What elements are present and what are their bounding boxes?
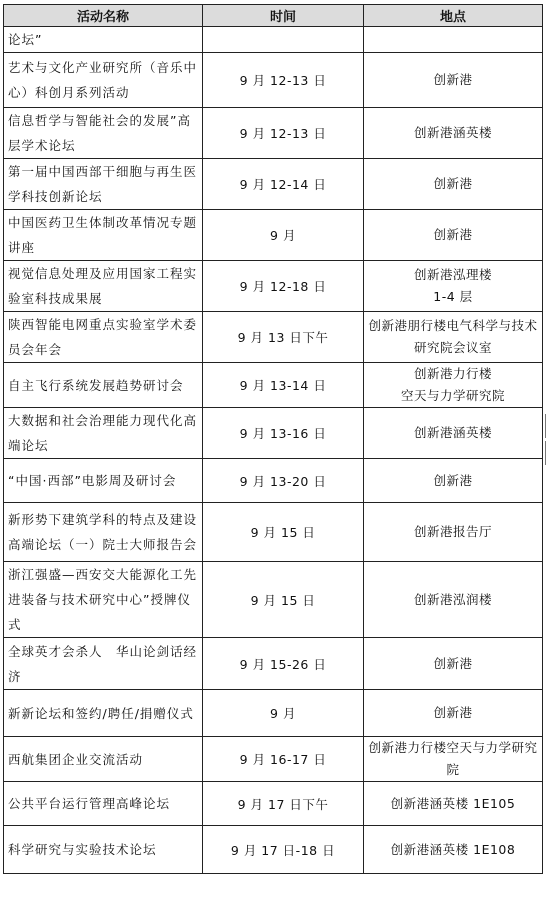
table-header-row: [4, 5, 543, 27]
table-row: [4, 363, 543, 408]
header-time: 时间: [203, 5, 364, 27]
activity-name-cell: 浙江强盛—西安交大能源化工先进装备与技术研究中心”授牌仪式: [4, 562, 203, 638]
table-row: [4, 826, 543, 874]
location-cell: 创新港涵英楼: [364, 408, 543, 459]
page-edge-mark: [545, 414, 546, 438]
location-cell: 创新港泓润楼: [364, 562, 543, 638]
activity-name-cell: 陕西智能电网重点实验室学术委员会年会: [4, 312, 203, 363]
location-cell: 创新港: [364, 159, 543, 210]
time-cell: 9 月 17 日下午: [203, 782, 364, 826]
header-location: 地点: [364, 5, 543, 27]
location-cell: 创新港报告厅: [364, 503, 543, 562]
table-row: [4, 27, 543, 53]
location-cell: 创新港朋行楼电气科学与技术研究院会议室: [364, 312, 543, 363]
time-cell: 9 月 13 日下午: [203, 312, 364, 363]
table-row: [4, 690, 543, 737]
location-cell: 创新港涵英楼 1E105: [364, 782, 543, 826]
activity-name-cell: 大数据和社会治理能力现代化高端论坛: [4, 408, 203, 459]
time-cell: 9 月 12-18 日: [203, 261, 364, 312]
time-cell: 9 月 13-20 日: [203, 459, 364, 503]
table-row: [4, 562, 543, 638]
time-cell: 9 月 12-14 日: [203, 159, 364, 210]
time-cell: 9 月: [203, 690, 364, 737]
table-body: [4, 27, 543, 874]
activity-name-cell: 视觉信息处理及应用国家工程实验室科技成果展: [4, 261, 203, 312]
time-cell: 9 月 12-13 日: [203, 108, 364, 159]
location-cell: 创新港泓理楼 1-4 层: [364, 261, 543, 312]
activity-name-cell: 西航集团企业交流活动: [4, 737, 203, 782]
activity-name-cell: 公共平台运行管理高峰论坛: [4, 782, 203, 826]
table-row: [4, 53, 543, 108]
time-cell: 9 月 17 日-18 日: [203, 826, 364, 874]
time-cell: 9 月: [203, 210, 364, 261]
time-cell: 9 月 15 日: [203, 562, 364, 638]
location-cell: 创新港涵英楼: [364, 108, 543, 159]
location-cell: 创新港: [364, 53, 543, 108]
table-row: [4, 108, 543, 159]
table-row: [4, 459, 543, 503]
table-row: [4, 261, 543, 312]
table-row: [4, 408, 543, 459]
location-cell: 创新港涵英楼 1E108: [364, 826, 543, 874]
activity-name-cell: 中国医药卫生体制改革情况专题讲座: [4, 210, 203, 261]
location-cell: 创新港: [364, 459, 543, 503]
activity-name-cell: “中国·西部”电影周及研讨会: [4, 459, 203, 503]
time-cell: 9 月 16-17 日: [203, 737, 364, 782]
table-row: [4, 312, 543, 363]
table-row: [4, 782, 543, 826]
activity-name-cell: 信息哲学与智能社会的发展”高层学术论坛: [4, 108, 203, 159]
location-cell: 创新港力行楼空天与力学研究院: [364, 737, 543, 782]
activity-name-cell: 第一届中国西部干细胞与再生医学科技创新论坛: [4, 159, 203, 210]
table-row: [4, 159, 543, 210]
activity-name-cell: 新新论坛和签约/聘任/捐赠仪式: [4, 690, 203, 737]
activity-name-cell: 科学研究与实验技术论坛: [4, 826, 203, 874]
activity-name-cell: 论坛”: [4, 27, 203, 53]
page-edge-mark: [545, 441, 546, 465]
activity-name-cell: 自主飞行系统发展趋势研讨会: [4, 363, 203, 408]
table-row: [4, 737, 543, 782]
location-cell: 创新港: [364, 210, 543, 261]
location-cell: 创新港: [364, 638, 543, 690]
table-row: [4, 503, 543, 562]
time-cell: 9 月 13-14 日: [203, 363, 364, 408]
time-cell: 9 月 13-16 日: [203, 408, 364, 459]
table-row: [4, 210, 543, 261]
time-cell: 9 月 15-26 日: [203, 638, 364, 690]
location-cell: 创新港力行楼 空天与力学研究院: [364, 363, 543, 408]
activity-name-cell: 全球英才会杀人 华山论剑话经济: [4, 638, 203, 690]
activity-name-cell: 新形势下建筑学科的特点及建设高端论坛（一）院士大师报告会: [4, 503, 203, 562]
location-cell: [364, 27, 543, 53]
time-cell: 9 月 15 日: [203, 503, 364, 562]
event-schedule-table: [3, 4, 543, 874]
time-cell: [203, 27, 364, 53]
activity-name-cell: 艺术与文化产业研究所（音乐中心）科创月系列活动: [4, 53, 203, 108]
time-cell: 9 月 12-13 日: [203, 53, 364, 108]
location-cell: 创新港: [364, 690, 543, 737]
table-row: [4, 638, 543, 690]
header-activity-name: 活动名称: [4, 5, 203, 27]
